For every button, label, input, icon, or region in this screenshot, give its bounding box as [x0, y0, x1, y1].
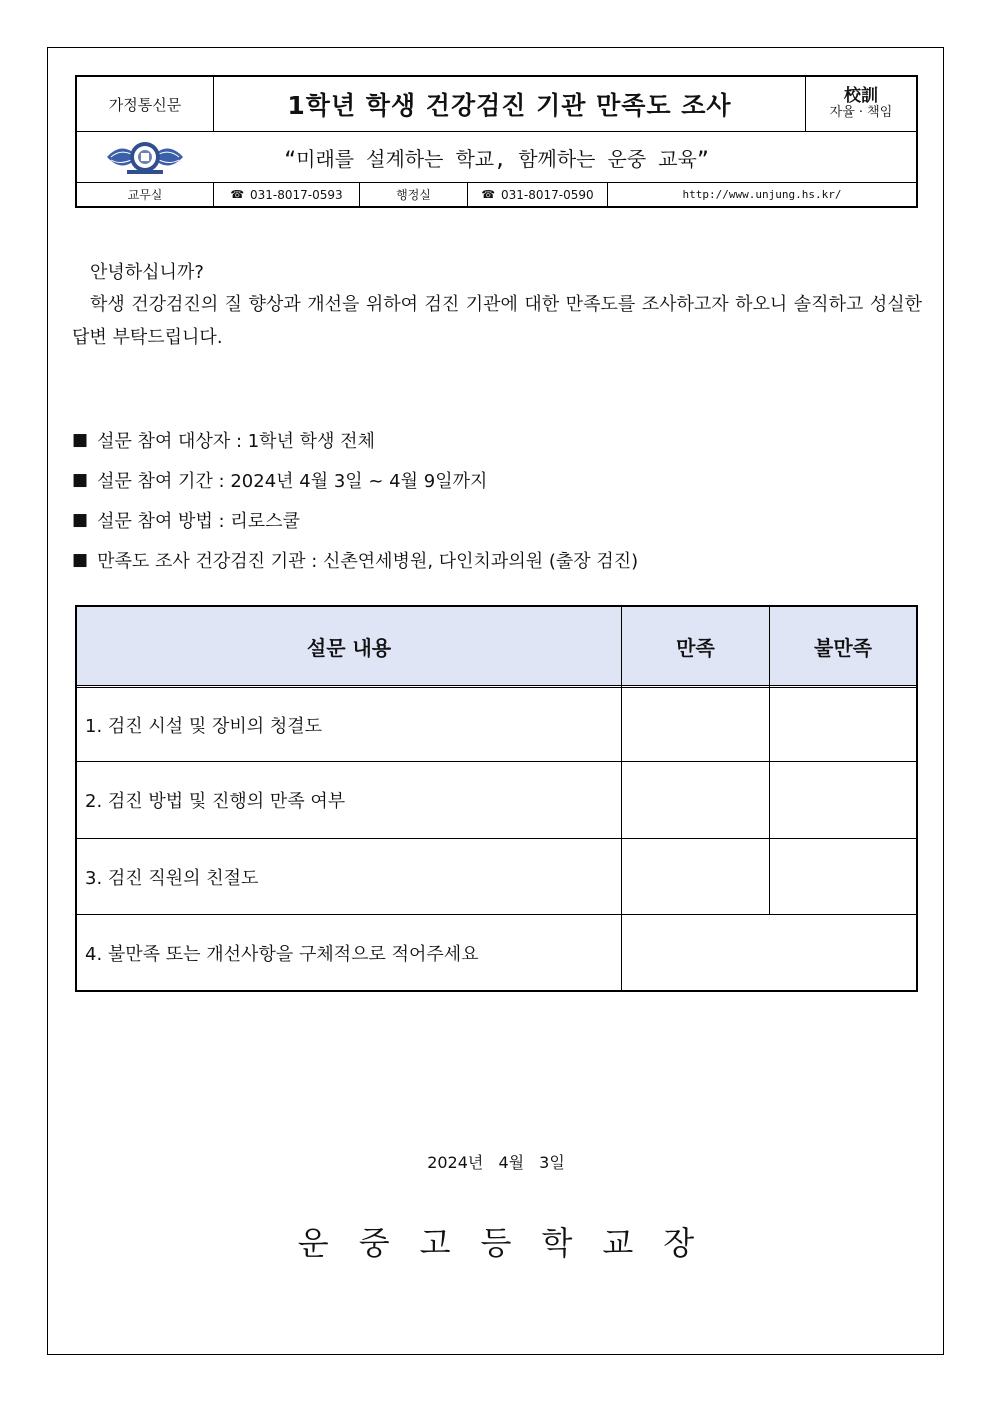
intro-paragraph: 학생 건강검진의 질 향상과 개선을 위하여 검진 기관에 대한 만족도를 조사하고자 하오니 솔직하고 성실한 답변 부탁드립니다.	[72, 294, 922, 348]
question-2: 2. 검진 방법 및 진행의 만족 여부	[85, 791, 346, 812]
greeting: 안녕하십니까?	[90, 262, 204, 283]
document-title: 1학년 학생 건강검진 기관 만족도 조사	[287, 91, 732, 120]
answer-cell-unsatisfied-1[interactable]	[770, 688, 916, 761]
survey-info-list	[72, 420, 638, 580]
office-label: 교무실	[77, 183, 214, 206]
school-website-link[interactable]: http://www.unjung.hs.kr/	[682, 188, 842, 201]
principal-signature: 운중고등학교장	[297, 1224, 725, 1262]
column-header-question: 설문 내용	[306, 635, 392, 660]
office-phone-number: 031-8017-0593	[250, 187, 343, 202]
letterhead	[75, 75, 918, 208]
answer-cell-satisfied-2[interactable]	[622, 762, 769, 838]
office-phone	[214, 183, 360, 206]
letterhead-title-row	[77, 77, 916, 132]
column-header-unsatisfied: 불만족	[814, 635, 872, 660]
issue-date: 2024년 4월 3일	[427, 1153, 565, 1172]
motto-subtitle: 자율 · 책임	[829, 105, 893, 121]
admin-phone-number: 031-8017-0590	[501, 187, 594, 202]
school-motto	[805, 77, 916, 131]
letterhead-contact-row	[77, 183, 916, 206]
answer-cell-satisfied-3[interactable]	[622, 839, 769, 914]
info-item	[72, 540, 638, 580]
info-item	[72, 500, 638, 540]
info-item-text: 만족도 조사 건강검진 기관 : 신촌연세병원, 다인치과의원 (출장 검진)	[97, 551, 639, 572]
admin-phone	[468, 183, 608, 206]
admin-office-label: 행정실	[360, 183, 468, 206]
answer-cell-unsatisfied-2[interactable]	[770, 762, 916, 838]
phone-icon: ☎	[230, 188, 245, 201]
answer-cell-satisfied-1[interactable]	[622, 688, 769, 761]
answer-cell-unsatisfied-3[interactable]	[770, 839, 916, 914]
document-kind-label: 가정통신문	[77, 77, 214, 131]
letterhead-slogan-row	[77, 132, 916, 183]
square-bullet-icon: ■	[72, 430, 89, 450]
school-slogan: “미래를 설계하는 학교, 함께하는 운중 교육”	[284, 146, 709, 171]
info-item	[72, 460, 638, 500]
question-1: 1. 검진 시설 및 장비의 청결도	[85, 715, 323, 737]
square-bullet-icon: ■	[72, 470, 89, 490]
motto-title: 校訓	[844, 85, 878, 106]
square-bullet-icon: ■	[72, 550, 89, 570]
answer-cell-comments[interactable]	[622, 915, 916, 990]
column-header-satisfied: 만족	[676, 635, 715, 660]
info-item-text: 설문 참여 기간 : 2024년 4월 3일 ~ 4월 9일까지	[97, 471, 488, 492]
info-item-text: 설문 참여 대상자 : 1학년 학생 전체	[97, 431, 375, 452]
info-item-text: 설문 참여 방법 : 리로스쿨	[97, 511, 300, 532]
square-bullet-icon: ■	[72, 510, 89, 530]
question-4: 4. 불만족 또는 개선사항을 구체적으로 적어주세요	[85, 943, 479, 965]
survey-table	[75, 605, 918, 992]
info-item	[72, 420, 638, 460]
phone-icon: ☎	[481, 188, 496, 201]
question-3: 3. 검진 직원의 친절도	[85, 867, 259, 889]
